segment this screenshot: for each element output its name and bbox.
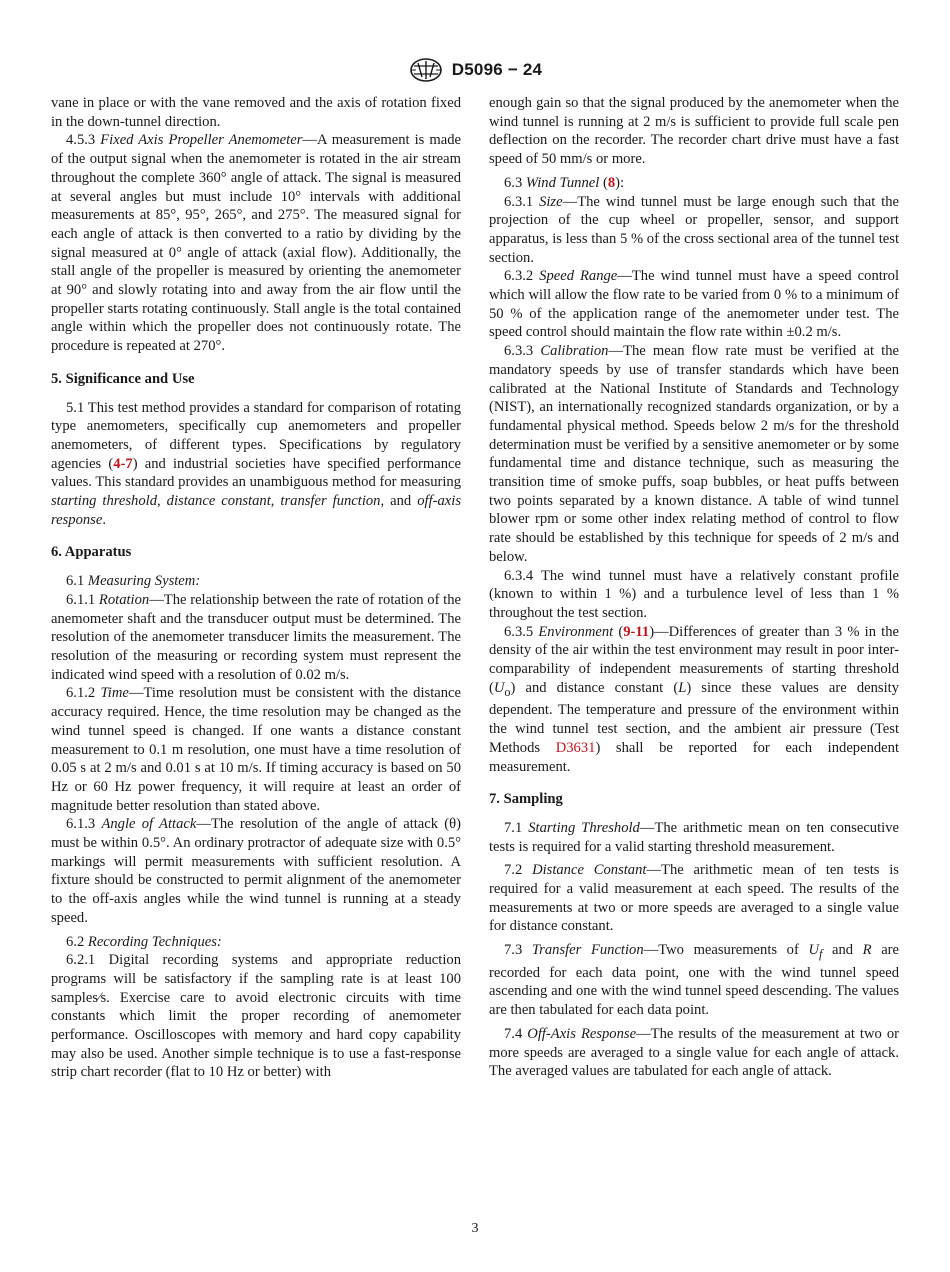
paragraph-6-1-2: 6.1.2 Time—Time resolution must be consistent with the distance accuracy required. Hence, the time resolution may be changed as the wind tunnel speed is changed. If one wants a distance constant measurement to 0.1 m resolution, one must have a time resolution of 0.05 s at 2 m/s and 0.01 s at 10 m/s. If timing accuracy is based on 50 Hz or 60 Hz power frequency, it will require at least an order of magnitude better resolution than stated above. (51, 685, 461, 814)
paragraph-6-1-3: 6.1.3 Angle of Attack—The resolution of the angle of attack (θ) must be within 0.5°. An ordinary protractor of adequate size with 0.5° markings will permit measurements with sufficient resolution. A fixture should be constructed to permit alignment of the anemometer to the off-axis angles while the wind tunnel is running at a steady speed. (51, 816, 462, 926)
paragraph-7-4: 7.4 Off-Axis Response—The results of the measurement at two or more speeds are averaged to a single value for each angle of attack. The averaged values are tabulated for each angle of attack. (489, 1025, 899, 1080)
left-column (51, 94, 461, 1082)
section-heading-7: 7. Sampling (489, 791, 563, 808)
reference-link-4-7[interactable]: 4-7 (113, 455, 133, 472)
section-heading-5: 5. Significance and Use (51, 370, 195, 387)
document-id: D5096 − 24 (451, 60, 543, 79)
paragraph-6-1-1: 6.1.1 Rotation—The relationship between the rate of rotation of the anemometer shaft and the transducer output must be determined. The resolution of the anemometer transducer limits the measurement. The resolution of the measuring or recording system must represent the indicated wind speed with a resolution of 0.02 m/s. (51, 591, 461, 683)
reference-link-8[interactable]: 8 (607, 174, 616, 191)
paragraph-6-3-5: 6.3.5 Environment (9-11)—Differences of greater than 3 % in the density of the air within the test environment may result in poor inter-comparability of independent measurements of starting threshold $(U_o)$ and distance constant (L) since these values are density dependent. The temperature and pressure of the environment within the wind tunnel test section, and the ambient air pressure (Test Methods D3631) shall be reported for each independent measurement. (489, 623, 899, 775)
standard-link-d3631[interactable]: D3631 (555, 739, 596, 756)
right-column (489, 94, 899, 1081)
paragraph-4-5-continued: vane in place or with the vane removed and the axis of rotation fixed in the down-tunnel direction. (51, 95, 461, 130)
section-heading-6: 6. Apparatus (51, 544, 132, 561)
paragraph-7-1: 7.1 Starting Threshold—The arithmetic mean on ten consecutive tests is required for a valid starting threshold measurement. (489, 819, 899, 855)
paragraph-6-1: 6.1 Measuring System: (66, 573, 201, 590)
paragraph-6-2: 6.2 Recording Techniques: (66, 933, 222, 950)
paragraph-6-3: 6.3 Wind Tunnel (8): (504, 174, 625, 191)
paragraph-6-3-1: 6.3.1 Size—The wind tunnel must be large enough such that the projection of the cup wheel or propeller, sensor, and support apparatus, is less than 5 % of the cross sectional area of the tunnel test section. (489, 193, 899, 266)
paragraph-6-3-2: 6.3.2 Speed Range—The wind tunnel must have a speed control which will allow the flow rate to be varied from 0 % to a minimum of 50 % of the application range of the anemometer under test. The speed control should maintain the flow rate within ±0.2 m/s. (489, 268, 900, 341)
paragraph-6-2-1-continued: enough gain so that the signal produced by the anemometer when the wind tunnel is running at 2 m/s is sufficient to provide full scale pen deflection on the recorder. The recorder chart drive must have a fast speed of 50 mm/s or more. (489, 95, 899, 168)
paragraph-6-2-1: 6.2.1 Digital recording systems and appropriate reduction programs will be satisfactory if the sampling rate is at least 100 samples⁄s. Exercise care to avoid electronic circuits with time constants which limit the proper recording of anemometer performance. Oscilloscopes with memory and hard copy capability may also be used. Another simple technique is to use a fast-response strip chart recorder (flat to 10 Hz or better) with (51, 952, 461, 1081)
paragraph-4-5-3: 4.5.3 Fixed Axis Propeller Anemometer—A measurement is made of the output signal when the anemometer is rotated in the air stream throughout the complete 360° angle of attack. The signal is measured at several angles but must include 10° intervals with additional measurements at 85°, 95°, 265°, and 275°. The measured signal for each angle of attack is then converted to a ratio by dividing by the signal measured at 0° angle of attack (axial flow). Additionally, the stall angle of the propeller is measured by orienting the anemometer at 90° and slowly rotating into and away from the air flow until the propeller starts rotating continuously. Stall angle is the total contained angle within which the propeller does not continuously rotate. The procedure is repeated at 270°. (51, 132, 461, 355)
paragraph-7-3: 7.3 Transfer Function—Two measurements of $U_f$ and R are recorded for each data point, one with the wind tunnel speed ascending and one with the wind tunnel speed descending. The values are then tabulated for each data point. (489, 942, 900, 1019)
paragraph-7-2: 7.2 Distance Constant—The arithmetic mean of ten tests is required for a valid measurement at each speed. The results of the measurements at two or more speeds are averaged to a single value for distance constant. (489, 862, 899, 935)
reference-link-9-11[interactable]: 9-11 (623, 623, 650, 640)
paragraph-5-1: 5.1 This test method provides a standard for comparison of rotating type anemometers, specifically cup anemometers and propeller anemometers, of different types. Specifications by regulatory agencies (4-7) and industrial societies have specified performance values. This standard provides an unambiguous method for measuring starting threshold, distance constant, transfer function, and off-axis response. (51, 399, 461, 528)
paragraph-6-3-4: 6.3.4 The wind tunnel must have a relatively constant profile (known to within 1 %) and a turbulence level of less than 1 % throughout the test section. (489, 567, 899, 621)
page-number: 3 (471, 1221, 479, 1236)
astm-logo-icon (408, 57, 444, 83)
page-header (0, 56, 950, 84)
paragraph-6-3-3: 6.3.3 Calibration—The mean flow rate must be verified at the mandatory speeds by use of transfer standards which have been calibrated at the National Institute of Standards and Technology (NIST), an internationally recognized standards organization, or by a fundamental physical method. Speeds below 2 m/s for the threshold determination must be verified by a sensitive anemometer or by some fundamental time and distance technique, such as measuring the transition time of smoke puffs, soap bubbles, or heat puffs between two points separated by a known distance. A table of wind tunnel blower rpm or some other index relating method of control to flow rate should be established by this technique for speeds of 2 m/s and below. (489, 343, 900, 565)
